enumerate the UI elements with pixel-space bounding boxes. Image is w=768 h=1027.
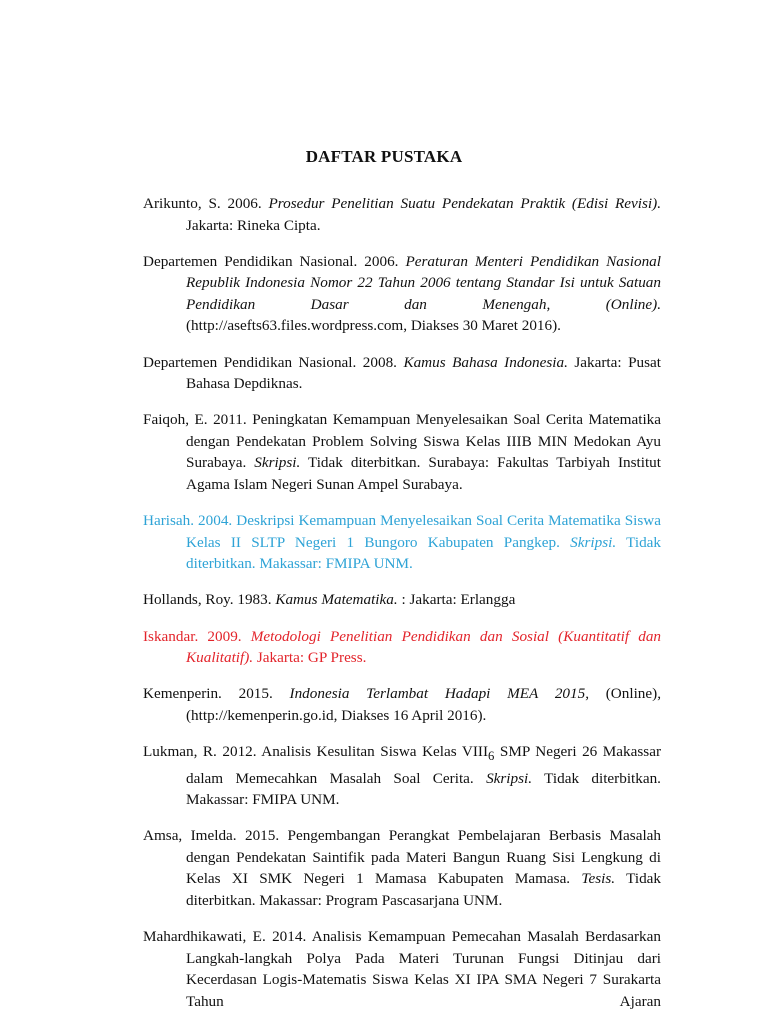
reference-lukman [143, 741, 661, 811]
ref-publisher: Jakarta: Pusat Bahasa Depdiknas. [186, 353, 661, 393]
reference-depdiknas-2008 [143, 352, 661, 395]
ref-publisher: Jakarta: GP Press. [253, 649, 367, 667]
ref-title: Prosedur Penelitian Suatu Pendekatan Praktik (Edisi Revisi). [268, 195, 661, 212]
ref-text: Harisah. 2004. Deskripsi Kemampuan Menyelesaikan Soal Cerita Matematika Siswa Kelas II SLTP Negeri 1 Bungoro Kabupaten Pangkep. [143, 512, 661, 551]
reference-iskandar [143, 626, 661, 669]
ref-title: Tesis. [581, 870, 616, 888]
ref-text: Hollands, Roy. 1983. [143, 591, 276, 609]
ref-title: Skripsi. [254, 454, 301, 472]
ref-text: Mahardhikawati, E. 2014. Analisis Kemampuan Pemecahan Masalah Berdasarkan Langkah-langkah Polya Pada Materi Turunan Fungsi Ditinjau dari Kecerdasan Logis-Matematis Siswa Kelas XI IPA SMA Negeri 7 Surakarta Tahun Ajaran [143, 928, 661, 1010]
page-title: DAFTAR PUSTAKA [305, 147, 463, 166]
reference-kemenperin [143, 683, 661, 726]
ref-title: Peraturan Menteri Pendidikan Nasional Republik Indonesia Nomor 22 Tahun 2006 tentang Standar Isi untuk Satuan Pendidikan Dasar dan Menengah, (Online). [186, 252, 661, 313]
ref-text: Amsa, Imelda. 2015. Pengembangan Perangkat Pembelajaran Berbasis Masalah dengan Pendekatan Saintifik pada Materi Bangun Ruang Sisi Lengkung di Kelas XI SMK Negeri 1 Mamasa Kabupaten Mamasa. [143, 827, 661, 888]
ref-title: Indonesia Terlambat Hadapi MEA 2015 [289, 685, 586, 703]
ref-text: Departemen Pendidikan Nasional. 2006. [143, 252, 406, 270]
ref-publisher: Tidak diterbitkan. Makassar: FMIPA UNM. [186, 533, 662, 573]
ref-publisher: Jakarta: Rineka Cipta. [186, 216, 321, 234]
reference-arikunto [143, 193, 661, 236]
ref-publisher: , (Online), (http://kemenperin.go.id, Diakses 16 April 2016). [186, 685, 661, 724]
ref-title: Metodologi Penelitian Pendidikan dan Sosial (Kuantitatif dan Kualitatif). [186, 627, 662, 667]
ref-publisher: Tidak diterbitkan. Makassar: FMIPA UNM. [186, 769, 661, 809]
ref-text: Kemenperin. 2015. [143, 685, 290, 703]
ref-publisher: : Jakarta: Erlangga [397, 591, 516, 609]
ref-title: Skripsi. [486, 769, 533, 787]
reference-depdiknas-2006 [143, 251, 661, 337]
reference-list [143, 193, 661, 1027]
ref-text: SMP Negeri 26 Makassar dalam Memecahkan Masalah Soal Cerita. [186, 742, 662, 787]
ref-publisher: Tidak diterbitkan. Surabaya: Fakultas Tarbiyah Institut Agama Islam Negeri Sunan Ampel Surabaya. [186, 454, 661, 494]
ref-subscript: 6 [488, 748, 495, 763]
ref-text: Departemen Pendidikan Nasional. 2008. [143, 353, 404, 371]
ref-publisher: Tidak diterbitkan. Makassar: Program Pascasarjana UNM. [186, 870, 661, 909]
ref-text: Faiqoh, E. 2011. Peningkatan Kemampuan Menyelesaikan Soal Cerita Matematika dengan Pendekatan Problem Solving Siswa Kelas IIIB MIN Medokan Ayu Surabaya. [143, 411, 661, 472]
reference-hollands [143, 589, 661, 611]
reference-harisah [143, 510, 661, 575]
ref-text: Lukman, R. 2012. Analisis Kesulitan Siswa Kelas VIII [143, 742, 489, 760]
reference-mahardhikawati [143, 926, 661, 1012]
reference-amsa [143, 825, 661, 911]
ref-title: Kamus Matematika. [275, 591, 398, 609]
ref-title: Skripsi. [570, 533, 617, 551]
ref-title: Kamus Bahasa Indonesia. [403, 353, 568, 371]
reference-faiqoh [143, 409, 661, 495]
ref-text: Iskandar. 2009. [143, 627, 251, 645]
ref-publisher: (http://asefts63.files.wordpress.com, Diakses 30 Maret 2016). [186, 317, 561, 335]
ref-text: Arikunto, S. 2006. [143, 195, 269, 212]
